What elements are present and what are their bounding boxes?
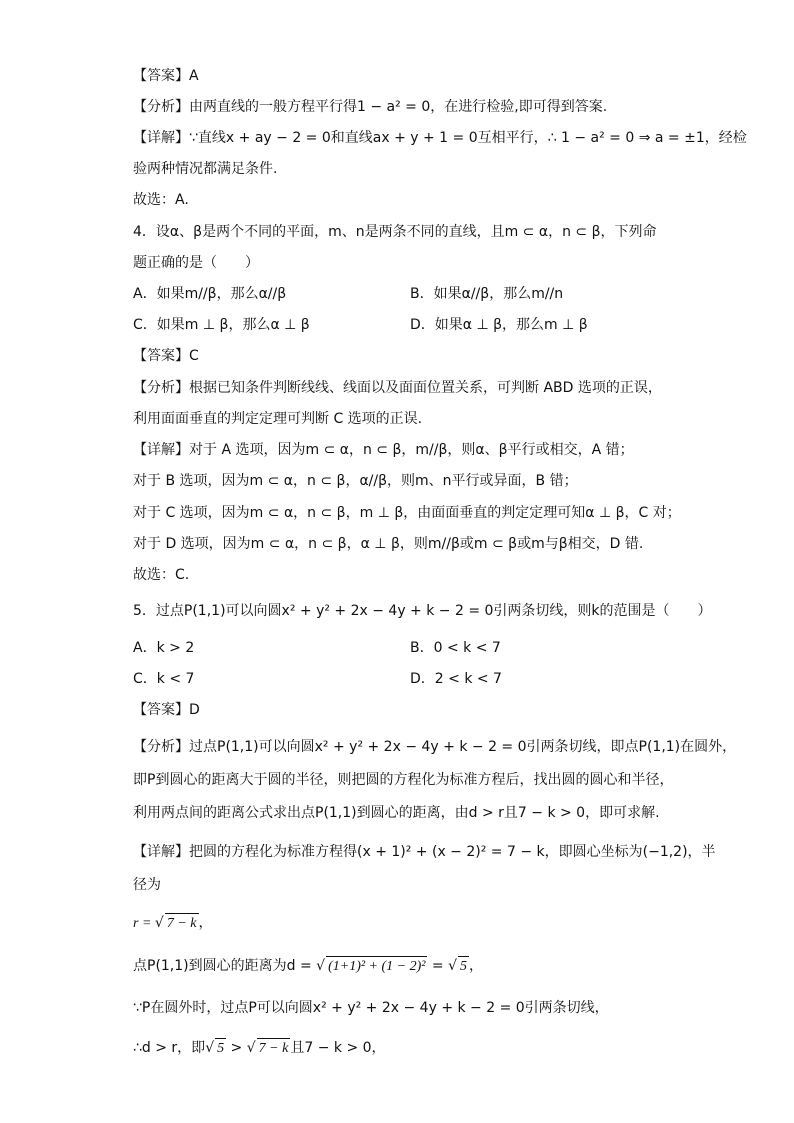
inequality-left: 5 [215, 1038, 226, 1059]
q4-option-d: D．如果α ⊥ β，那么m ⊥ β [410, 317, 588, 333]
q5-analysis-line-2: 即P到圆心的距离大于圆的半径，则把圆的方程化为标准方程后，找出圆的圆心和半径， [133, 772, 674, 788]
sqrt-icon: √ [205, 1040, 215, 1056]
q5-option-a: A．k > 2 [133, 640, 195, 656]
q4-stem-line-2: 题正确的是（ ） [133, 255, 259, 271]
q5-analysis-line-3: 利用两点间的距离公式求出点P(1,1)到圆心的距离，由d > r且7 − k > 0，即可求解. [133, 805, 660, 821]
q5-detail-line-2: 径为 [133, 877, 161, 893]
inequality-suffix: 且7 − k > 0， [290, 1040, 386, 1056]
sqrt-icon: √ [246, 1040, 256, 1056]
sqrt-icon: √ [154, 915, 164, 931]
radius-label: r = [133, 916, 155, 931]
q4-detail-line-1: 【详解】对于 A 选项，因为m ⊂ α，n ⊂ β，m//β，则α、β平行或相交，A 错； [133, 442, 634, 458]
q4-option-a: A．如果m//β，那么α//β [133, 286, 287, 302]
q5-option-b: B．0 < k < 7 [410, 640, 501, 656]
q3-detail-line-2: 验两种情况都满足条件. [133, 161, 278, 177]
distance-comma: ， [469, 958, 484, 974]
q4-stem-line-1: 4．设α、β是两个不同的平面，m、n是两条不同的直线，且m ⊂ α，n ⊂ β，下列命 [133, 224, 657, 240]
radius-radicand: 7 − k [165, 913, 199, 934]
inequality-prefix: ∴d > r，即 [133, 1040, 206, 1056]
q5-option-d: D．2 < k < 7 [410, 671, 502, 687]
q3-analysis: 【分析】由两直线的一般方程平行得1 − a² = 0，在进行检验,即可得到答案. [133, 99, 608, 115]
distance-radicand: (1+1)² + (1 − 2)² [326, 956, 427, 977]
q4-answer: 【答案】C [133, 348, 199, 364]
q4-detail-line-3: 对于 C 选项，因为m ⊂ α，n ⊂ β，m ⊥ β，由面面垂直的判定定理可知α ⊥ β，C 对； [133, 505, 681, 521]
inequality-gt: > [226, 1040, 247, 1056]
q5-option-c: C．k < 7 [133, 671, 195, 687]
q4-choice: 故选：C. [133, 567, 190, 583]
q3-answer: 【答案】A [133, 68, 199, 84]
q5-radius-formula [133, 913, 666, 934]
distance-equals: = [427, 958, 449, 974]
q5-stem: 5．过点P(1,1)可以向圆x² + y² + 2x − 4y + k − 2 = 0引两条切线，则k的范围是（ ） [133, 603, 712, 619]
q4-option-c: C．如果m ⊥ β，那么α ⊥ β [133, 317, 310, 333]
q4-analysis-line-2: 利用面面垂直的判定定理可判断 C 选项的正误. [133, 411, 423, 427]
radius-comma: ， [198, 915, 213, 931]
q3-detail-line-1: 【详解】∵直线x + ay − 2 = 0和直线ax + y + 1 = 0互相平行，∴ 1 − a² = 0 ⇒ a = ±1，经检 [133, 130, 747, 146]
q5-analysis-line-1: 【分析】过点P(1,1)可以向圆x² + y² + 2x − 4y + k − 2 = 0引两条切线，即点P(1,1)在圆外， [133, 739, 737, 755]
q5-answer: 【答案】D [133, 702, 200, 718]
distance-result: 5 [458, 956, 469, 977]
q5-distance-formula [133, 956, 666, 977]
q4-detail-line-2: 对于 B 选项，因为m ⊂ α，n ⊂ β，α//β，则m、n平行或异面，B 错； [133, 473, 578, 489]
sqrt-icon: √ [316, 958, 326, 974]
q5-detail-line-1: 【详解】把圆的方程化为标准方程得(x + 1)² + (x − 2)² = 7 − k，即圆心坐标为(−1,2)，半 [133, 844, 716, 860]
q4-detail-line-4: 对于 D 选项，因为m ⊂ α，n ⊂ β，α ⊥ β，则m//β或m ⊂ β或m与β相交，D 错. [133, 536, 644, 552]
distance-label: 点P(1,1)到圆心的距离为d = [133, 958, 317, 974]
q5-inequality [133, 1038, 666, 1059]
sqrt-icon: √ [448, 958, 458, 974]
q5-detail-line-5: ∵P在圆外时，过点P可以向圆x² + y² + 2x − 4y + k − 2 = 0引两条切线， [133, 1000, 609, 1016]
inequality-right: 7 − k [257, 1038, 291, 1059]
q4-option-b: B．如果α//β，那么m//n [410, 286, 564, 302]
q4-analysis-line-1: 【分析】根据已知条件判断线线、线面以及面面位置关系，可判断 ABD 选项的正误， [133, 380, 662, 396]
q3-choice: 故选：A. [133, 192, 189, 208]
